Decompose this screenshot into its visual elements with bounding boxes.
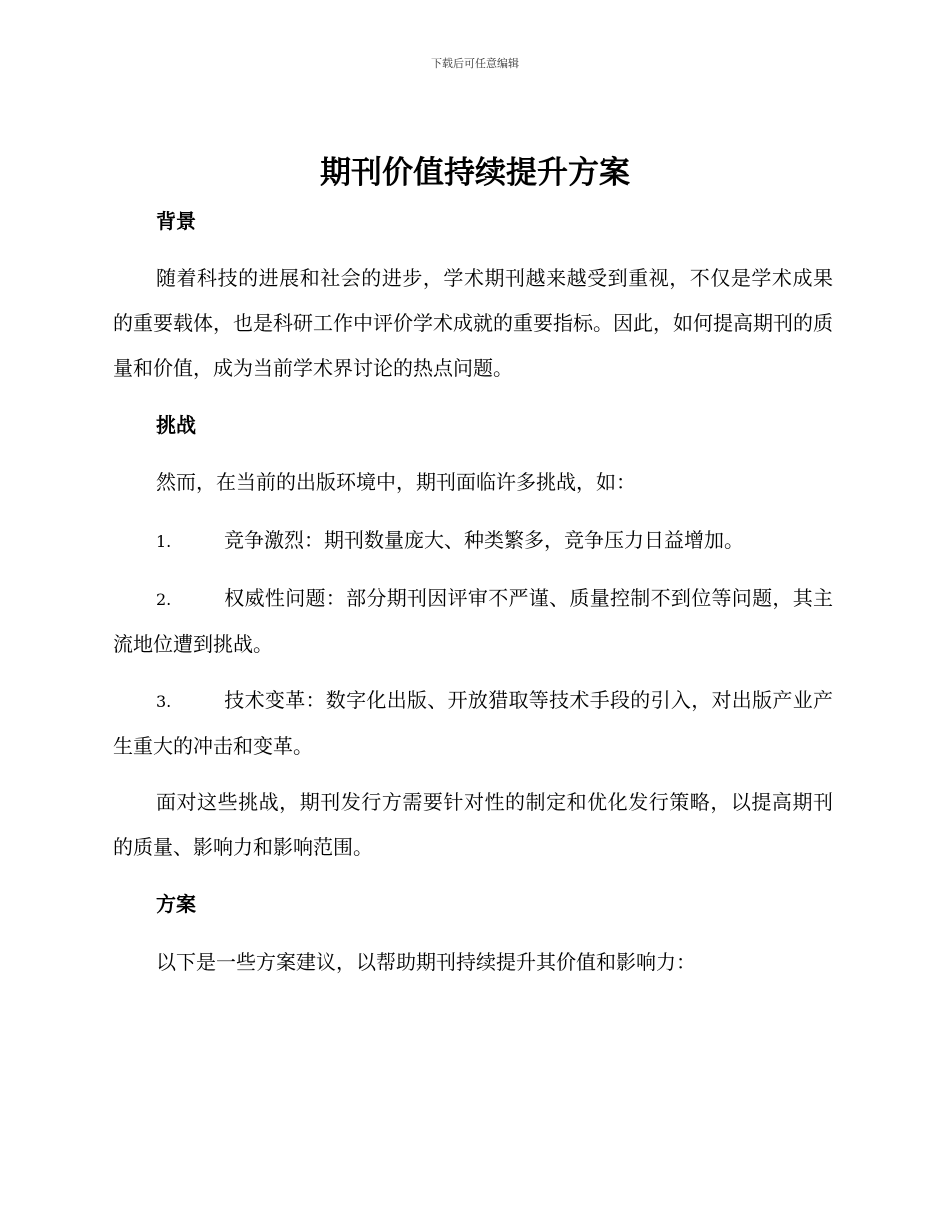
challenges-intro: 然而，在当前的出版环境中，期刊面临许多挑战，如：: [156, 470, 636, 494]
list-item: [113, 518, 833, 564]
list-item-text: 权威性问题：部分期刊因评审不严谨、质量控制不到位等问题，其主流地位遭到挑战。: [113, 586, 833, 656]
list-item-text: 竞争激烈：期刊数量庞大、种类繁多，竞争压力日益增加。: [224, 528, 744, 552]
list-number: 3.: [156, 692, 172, 711]
background-paragraph: 随着科技的进展和社会的进步，学术期刊越来越受到重视，不仅是学术成果的重要载体，也是科研工作中评价学术成就的重要指标。因此，如何提高期刊的质量和价值，成为当前学术界讨论的热点问题。: [113, 266, 833, 380]
section-heading-plan: 方案: [156, 892, 196, 916]
plan-intro: 以下是一些方案建议，以帮助期刊持续提升其价值和影响力：: [156, 950, 696, 974]
challenges-conclusion: 面对这些挑战，期刊发行方需要针对性的制定和优化发行策略，以提高期刊的质量、影响力和影响范围。: [113, 790, 833, 859]
list-item: [113, 678, 833, 769]
section-heading-background: 背景: [156, 209, 196, 233]
list-item: [113, 576, 833, 667]
document-title: 期刊价值持续提升方案: [320, 155, 630, 191]
list-number: 2.: [156, 590, 172, 609]
list-item-text: 技术变革：数字化出版、开放猎取等技术手段的引入，对出版产业产生重大的冲击和变革。: [113, 688, 833, 758]
list-number: 1.: [156, 532, 172, 551]
page-header-note: 下载后可任意编辑: [431, 57, 519, 70]
section-heading-challenges: 挑战: [156, 413, 196, 437]
